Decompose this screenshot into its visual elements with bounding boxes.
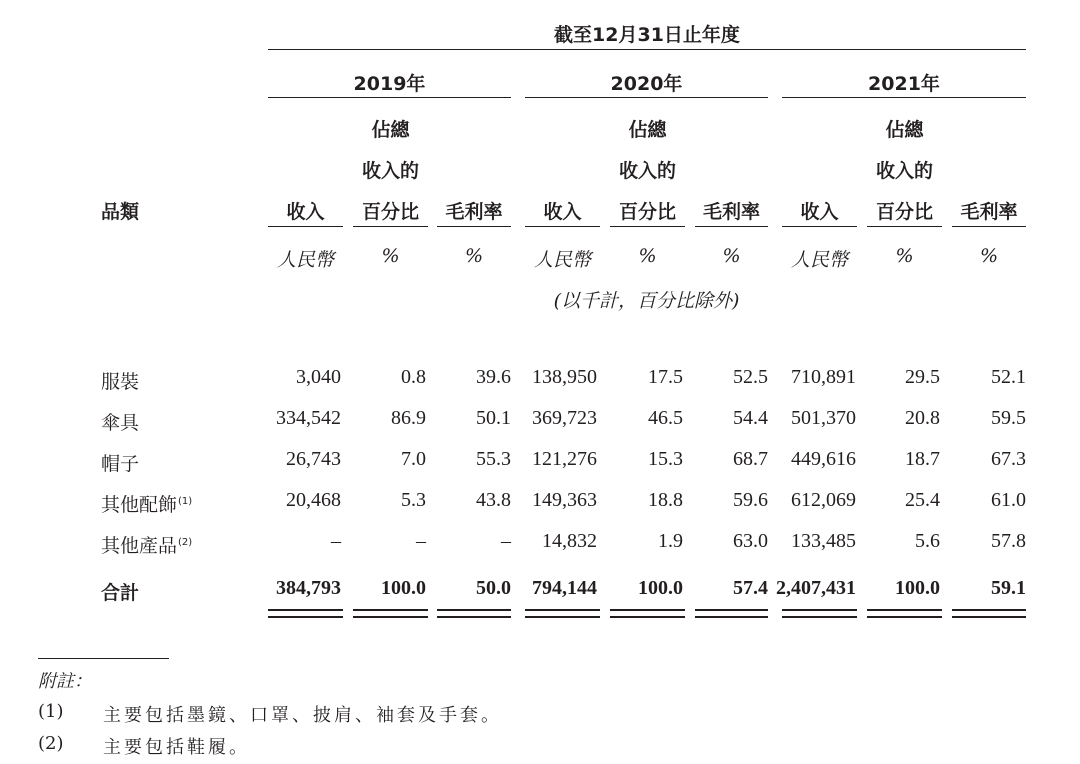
total-rule [353, 609, 428, 611]
table-cell: – [331, 530, 341, 552]
col-rule [782, 226, 857, 227]
table-cell: 334,542 [276, 407, 341, 429]
total-rule [952, 616, 1026, 618]
table-cell: 121,276 [532, 448, 597, 470]
unit-rmb: 人民幣 [790, 249, 848, 271]
unit-pct: % [979, 245, 999, 267]
total-rule [695, 616, 768, 618]
col-rule [437, 226, 511, 227]
margin-header-2021: 毛利率 [960, 201, 1018, 223]
total-rule [867, 616, 942, 618]
unit-pct: % [895, 245, 914, 267]
table-cell: 18.8 [648, 489, 683, 511]
table-cell: 17.5 [648, 366, 683, 388]
total-rule [952, 609, 1026, 611]
category-label: 傘具 [101, 412, 140, 434]
table-cell: 46.5 [648, 407, 683, 429]
unit-pct: % [722, 245, 741, 267]
year-2020-rule [525, 97, 768, 98]
unit-pct: % [638, 245, 657, 267]
total-rule [525, 609, 600, 611]
col-rule [952, 226, 1026, 227]
year-2019-header: 2019年 [353, 73, 426, 95]
total-rule [268, 609, 343, 611]
table-cell: – [501, 530, 511, 552]
table-cell: 57.8 [991, 530, 1026, 552]
table-cell: 67.3 [991, 448, 1026, 470]
unit-pct: % [464, 245, 484, 267]
pct-header-2021-line3: 百分比 [875, 201, 933, 223]
footnote-ref: (2) [178, 537, 193, 548]
table-cell: 86.9 [391, 407, 426, 429]
pct-header-2020-line3: 百分比 [618, 201, 676, 223]
table-cell: 369,723 [532, 407, 597, 429]
total-rule [782, 609, 857, 611]
footnote-ref: (1) [178, 496, 193, 507]
table-cell: 14,832 [542, 530, 597, 552]
table-cell: 29.5 [905, 366, 940, 388]
total-rule [610, 616, 685, 618]
period-header: 截至12月31日止年度 [554, 24, 740, 46]
table-cell: 133,485 [791, 530, 856, 552]
col-rule [268, 226, 343, 227]
table-cell: 20,468 [286, 489, 341, 511]
table-cell: 59.5 [991, 407, 1026, 429]
revenue-header-2021: 收入 [800, 201, 839, 223]
total-cell: 2,407,431 [776, 577, 856, 599]
table-cell: 63.0 [733, 530, 768, 552]
revenue-header-2020: 收入 [543, 201, 582, 223]
table-cell: 149,363 [532, 489, 597, 511]
table-cell: 52.1 [991, 366, 1026, 388]
col-rule [867, 226, 942, 227]
pct-header-2020-line2: 收入的 [618, 160, 676, 182]
table-cell: 61.0 [991, 489, 1026, 511]
table-cell: 18.7 [905, 448, 940, 470]
table-cell: 3,040 [296, 366, 341, 388]
category-label: 合計 [101, 582, 140, 604]
table-cell: 501,370 [791, 407, 856, 429]
category-name [101, 408, 139, 435]
total-rule [782, 616, 857, 618]
total-cell: 100.0 [381, 577, 426, 599]
col-rule [525, 226, 600, 227]
category-label: 帽子 [101, 453, 140, 475]
total-rule [525, 616, 600, 618]
unit-rmb: 人民幣 [276, 249, 334, 271]
table-cell: 59.6 [733, 489, 768, 511]
total-rule [610, 609, 685, 611]
total-label [101, 578, 139, 605]
total-cell: 794,144 [532, 577, 597, 599]
total-cell: 384,793 [276, 577, 341, 599]
note-marker-1: (1) [38, 701, 64, 722]
notes-title: 附註： [38, 671, 92, 692]
pct-header-2021-line1: 佔總 [885, 119, 924, 141]
category-name [101, 449, 139, 476]
table-cell: 612,069 [791, 489, 856, 511]
unit-note: (以千計，百分比除外) [553, 290, 740, 312]
year-2020-header: 2020年 [610, 73, 683, 95]
total-cell: 59.1 [991, 577, 1026, 599]
category-label: 其他配飾 [101, 494, 178, 516]
table-cell: 26,743 [286, 448, 341, 470]
note-text-2: 主要包括鞋履。 [103, 737, 250, 758]
table-cell: 39.6 [476, 366, 511, 388]
year-2021-rule [782, 97, 1026, 98]
table-cell: 43.8 [476, 489, 511, 511]
table-cell: – [416, 530, 426, 552]
category-name [101, 531, 192, 558]
category-name [101, 367, 139, 394]
category-label: 其他產品 [101, 535, 178, 557]
table-cell: 50.1 [476, 407, 511, 429]
total-rule [437, 609, 511, 611]
pct-header-2019-line2: 收入的 [361, 160, 419, 182]
table-cell: 0.8 [401, 366, 426, 388]
unit-pct: % [381, 245, 400, 267]
total-cell: 50.0 [476, 577, 511, 599]
note-text-1: 主要包括墨鏡、口罩、披肩、袖套及手套。 [103, 705, 502, 726]
pct-header-2019-line3: 百分比 [361, 201, 419, 223]
category-header: 品類 [101, 201, 140, 223]
table-cell: 5.6 [915, 530, 940, 552]
table-cell: 138,950 [532, 366, 597, 388]
margin-header-2019: 毛利率 [445, 201, 503, 223]
table-cell: 7.0 [401, 448, 426, 470]
col-rule [610, 226, 685, 227]
total-rule [268, 616, 343, 618]
table-cell: 449,616 [791, 448, 856, 470]
pct-header-2021-line2: 收入的 [875, 160, 933, 182]
unit-rmb: 人民幣 [533, 249, 591, 271]
note-marker-2: (2) [38, 733, 64, 754]
total-cell: 100.0 [638, 577, 683, 599]
table-cell: 52.5 [733, 366, 768, 388]
table-cell: 20.8 [905, 407, 940, 429]
total-rule [437, 616, 511, 618]
total-rule [867, 609, 942, 611]
table-cell: 5.3 [401, 489, 426, 511]
pct-header-2020-line1: 佔總 [628, 119, 667, 141]
col-rule [695, 226, 768, 227]
year-2019-rule [268, 97, 511, 98]
table-cell: 54.4 [733, 407, 768, 429]
table-cell: 1.9 [658, 530, 683, 552]
notes-separator [38, 658, 169, 659]
table-cell: 15.3 [648, 448, 683, 470]
period-rule [268, 49, 1026, 50]
category-name [101, 490, 192, 517]
year-2021-header: 2021年 [868, 73, 940, 95]
margin-header-2020: 毛利率 [702, 201, 760, 223]
category-label: 服裝 [101, 371, 140, 393]
pct-header-2019-line1: 佔總 [371, 119, 410, 141]
total-cell: 57.4 [733, 577, 768, 599]
table-cell: 68.7 [733, 448, 768, 470]
table-cell: 25.4 [905, 489, 940, 511]
total-cell: 100.0 [895, 577, 940, 599]
table-cell: 710,891 [791, 366, 856, 388]
total-rule [695, 609, 768, 611]
total-rule [353, 616, 428, 618]
revenue-header-2019: 收入 [286, 201, 325, 223]
col-rule [353, 226, 428, 227]
table-cell: 55.3 [476, 448, 511, 470]
